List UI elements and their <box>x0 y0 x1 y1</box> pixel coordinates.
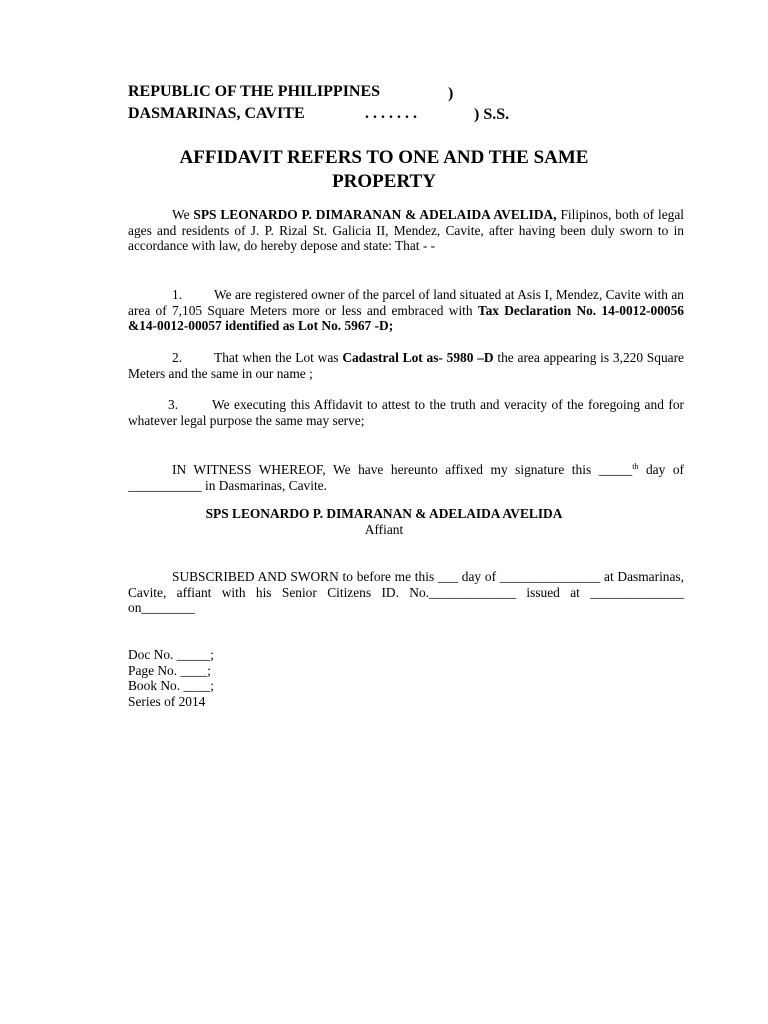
item-2-text-a: That when the Lot was <box>214 350 339 365</box>
venue-line-2: DASMARINAS, CAVITE <box>128 105 305 122</box>
item-1 <box>128 287 684 334</box>
intro-we: We <box>172 207 190 222</box>
item-2 <box>128 350 684 381</box>
witness-text-b: day of ___________ in Dasmarinas, Cavite. <box>128 462 684 493</box>
item-3 <box>128 397 684 428</box>
jurat-text: SUBSCRIBED AND SWORN to before me this ___ day of _______________ at Dasmarinas, Cavite, affiant with his Senior Citizens ID. No._____________ issued at ______________ on________ <box>128 569 684 615</box>
jurat-paragraph <box>128 569 684 616</box>
notary-book-no: Book No. ____; <box>128 678 214 693</box>
notary-series: Series of 2014 <box>128 693 206 709</box>
venue-paren-1: ) <box>448 85 454 102</box>
witness-text-a: IN WITNESS WHEREOF, We have hereunto affixed my signature this _____ <box>172 462 633 477</box>
item-1-bold: Tax Declaration No. 14-0012-00056 &14-0012-00057 identified as Lot No. 5967 -D; <box>128 302 684 333</box>
document-title <box>128 146 640 194</box>
intro-paragraph <box>128 207 684 254</box>
witness-superscript: th <box>632 462 639 471</box>
item-2-text-b: the area appearing is 3,220 Square Meters and the same in our name ; <box>128 350 684 381</box>
intro-names: SPS LEONARDO P. DIMARANAN & ADELAIDA AVELIDA, <box>193 207 557 222</box>
item-1-number: 1. <box>172 287 183 302</box>
venue-ss: ) S.S. <box>474 106 510 123</box>
title-line-1: AFFIDAVIT REFERS TO ONE AND THE SAME <box>179 147 589 168</box>
item-2-number: 2. <box>172 350 183 365</box>
venue-dots: . . . . . . . <box>365 105 417 122</box>
witness-paragraph <box>128 459 684 493</box>
item-2-bold: Cadastral Lot as- 5980 –D <box>342 350 494 365</box>
venue-line-1 <box>128 82 380 102</box>
item-3-number: 3. <box>168 397 179 412</box>
item-1-text: We are registered owner of the parcel of land situated at Asis I, Mendez, Cavite with an area of 7,105 Square Meters more or less and embraced with <box>128 287 684 318</box>
affiant-name: SPS LEONARDO P. DIMARANAN & ADELAIDA AVELIDA <box>205 506 563 521</box>
notary-doc-no: Doc No. _____; <box>128 647 214 662</box>
title-line-2: PROPERTY <box>332 171 436 192</box>
venue-country: REPUBLIC OF THE PHILIPPINES <box>128 83 381 100</box>
intro-rest: Filipinos, both of legal ages and residents of J. P. Rizal St. Galicia II, Mendez, Cavite, after having been duly sworn to in accordance with law, do hereby depose and state: That - - <box>128 207 685 253</box>
item-3-text: We executing this Affidavit to attest to the truth and veracity of the foregoing and for whatever legal purpose the same may serve; <box>128 397 684 428</box>
notary-block <box>128 647 214 709</box>
notary-page-no: Page No. ____; <box>128 662 211 678</box>
affiant-label: Affiant <box>364 522 404 537</box>
